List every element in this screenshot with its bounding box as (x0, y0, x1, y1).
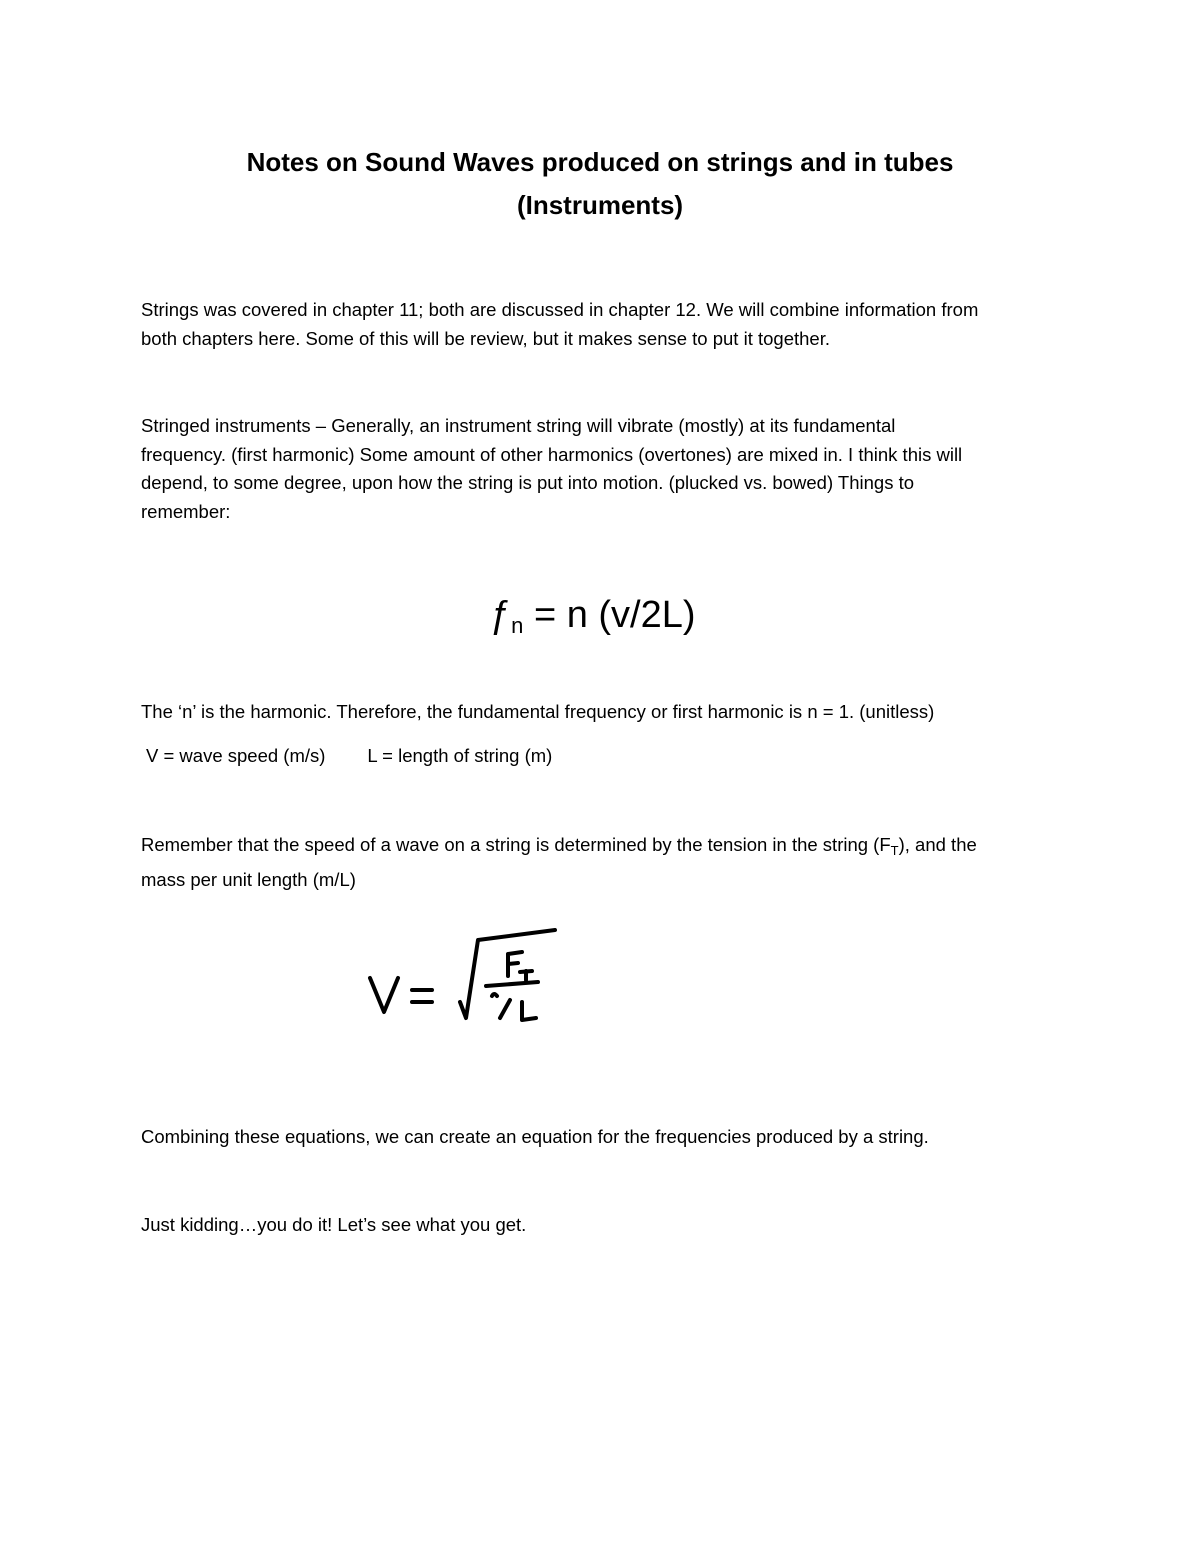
speed-note-paragraph (141, 831, 1071, 894)
wave-speed-definition: V = wave speed (m/s) (146, 745, 326, 766)
handwritten-equals (412, 990, 432, 1002)
title-line-1: Notes on Sound Waves produced on strings and in tubes (246, 147, 954, 177)
stringed-line-3: depend, to some degree, upon how the string is put into motion. (plucked vs. bowed) Things to (141, 472, 915, 493)
frequency-symbol: ƒ (490, 594, 512, 636)
frequency-formula-rest: = n (v/2L) (523, 594, 696, 636)
frequency-subscript: n (511, 613, 524, 638)
frequency-formula (490, 590, 696, 651)
stringed-line-2: frequency. (first harmonic) Some amount of other harmonics (overtones) are mixed in. I think this will (141, 443, 963, 465)
handwritten-m-over-l (492, 994, 536, 1020)
speed-note-line-1 (141, 831, 1071, 866)
speed-note-text-a: Remember that the speed of a wave on a string is determined by the tension in the string (F (141, 834, 891, 855)
speed-note-line-2: mass per unit length (m/L) (141, 868, 356, 890)
combining-line: Combining these equations, we can create an equation for the frequencies produced by a string. (141, 1126, 929, 1147)
handwritten-speed-formula (360, 918, 590, 1038)
stringed-line-1: Stringed instruments – Generally, an instrument string will vibrate (mostly) at its fundamental (141, 415, 896, 436)
stringed-instruments-paragraph (141, 412, 1071, 526)
intro-line-1: Strings was covered in chapter 11; both are discussed in chapter 12. We will combine information from (141, 299, 979, 320)
title-line-2: (Instruments) (516, 190, 684, 220)
intro-line-2: both chapters here. Some of this will be review, but it makes sense to put it together. (141, 327, 830, 349)
handwritten-v (370, 978, 398, 1012)
speed-note-text-b: ), and the (898, 834, 977, 855)
definitions-line (146, 742, 552, 770)
tension-subscript: T (890, 843, 899, 858)
harmonic-note: The ‘n’ is the harmonic. Therefore, the fundamental frequency or first harmonic is n = 1. (unitless) (141, 701, 935, 722)
handwritten-t-subscript (520, 971, 532, 980)
handwritten-fraction-bar (486, 982, 538, 986)
kidding-line: Just kidding…you do it! Let’s see what you get. (141, 1214, 527, 1235)
string-length-definition: L = length of string (m) (367, 745, 553, 766)
intro-paragraph (141, 296, 1071, 353)
stringed-line-4: remember: (141, 500, 231, 522)
